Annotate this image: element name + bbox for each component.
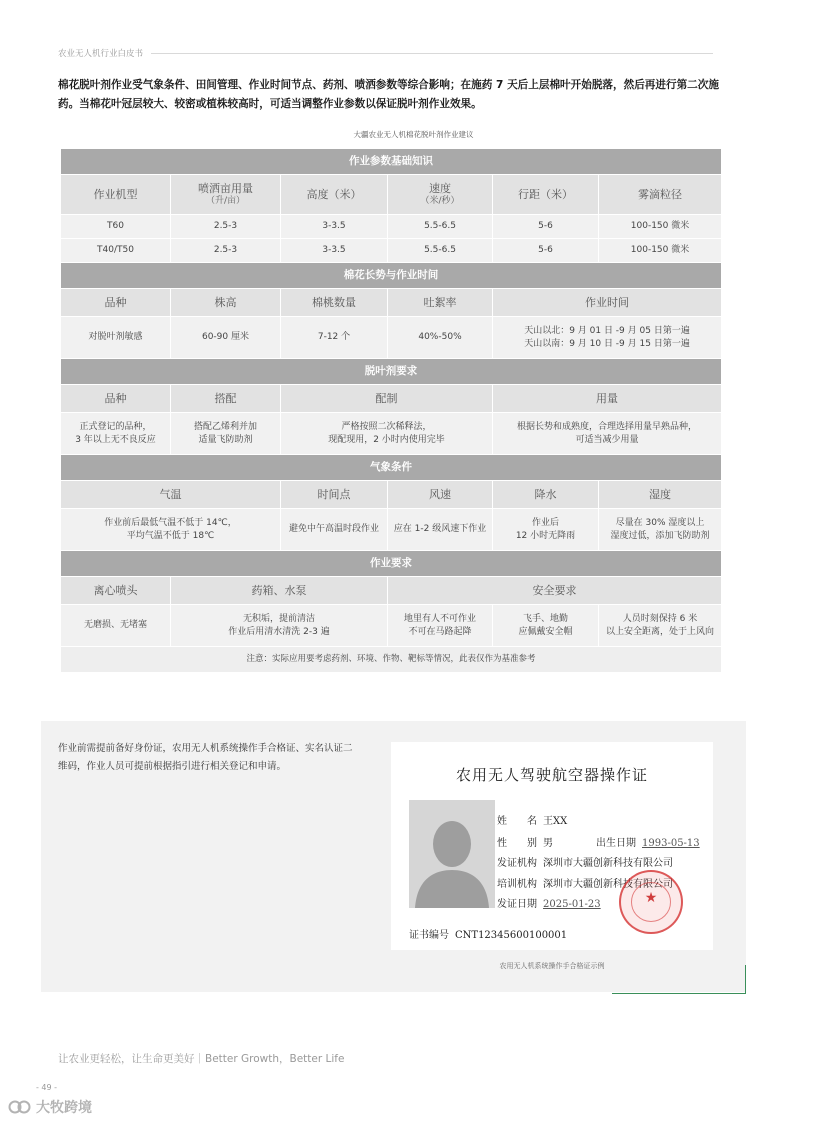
table-cell: 无磨损、无堵塞 [61, 605, 171, 647]
seal-star-icon: ★ [644, 890, 658, 906]
params-col-model: 作业机型 [61, 175, 171, 215]
table-cell: 应在 1-2 级风速下作业 [388, 509, 493, 551]
table-cell: 100-150 微米 [599, 215, 722, 239]
weather-col-temp: 气温 [61, 481, 281, 509]
params-col-spacing: 行距（米） [493, 175, 599, 215]
weather-col-wind: 风速 [388, 481, 493, 509]
section-title-defoliant: 脱叶剂要求 [61, 359, 722, 385]
table-row [61, 509, 722, 551]
table-cell: 3-3.5 [281, 215, 388, 239]
field-cert-number: 证书编号 CNT12345600100001 [409, 930, 568, 941]
table-cell: 作业后 12 小时无降雨 [493, 509, 599, 551]
params-col-volume: 喷洒亩用量 （升/亩） [171, 175, 281, 215]
growth-col-plant-height: 株高 [171, 289, 281, 317]
defoliant-col-variety: 品种 [61, 385, 171, 413]
params-col-droplet: 雾滴粒径 [599, 175, 722, 215]
section-header-params [61, 149, 722, 175]
table-cell: 尽量在 30% 湿度以上 湿度过低，添加飞防助剂 [599, 509, 722, 551]
official-seal-icon [619, 870, 683, 934]
watermark [8, 1096, 92, 1118]
table-cell: 2.5-3 [171, 215, 281, 239]
table-cell: 5-6 [493, 239, 599, 263]
section-header-ops [61, 551, 722, 577]
section-header-weather [61, 455, 722, 481]
table-row [61, 605, 722, 647]
page-number: - 49 - [36, 1083, 58, 1092]
table-cell: 人员时刻保持 6 米 以上安全距离，处于上风向 [599, 605, 722, 647]
field-issue-date: 发证日期 2025-01-23 [497, 899, 601, 910]
table-cell: 5-6 [493, 215, 599, 239]
watermark-logo-icon [8, 1098, 32, 1116]
params-col-speed: 速度 （米/秒） [388, 175, 493, 215]
table-caption: 大疆农业无人机棉花脱叶剂作业建议 [353, 130, 474, 139]
section-title-ops: 作业要求 [61, 551, 722, 577]
header-rule [151, 53, 713, 54]
intro-paragraph: 棉花脱叶剂作业受气象条件、田间管理、作业时间节点、药剂、喷洒参数等综合影响；在施药 7 天后上层棉叶开始脱落，然后再进行第二次施药。当棉花叶冠层较大、较密或植株较高时，可适当调整作业参数以保证脱叶剂作业效果。 [58, 79, 719, 110]
section-title-params: 作业参数基础知识 [61, 149, 722, 175]
footer-slogan: 让农业更轻松，让生命更美好｜Better Growth，Better Life [58, 1053, 345, 1065]
watermark-text: 大牧跨境 [36, 1100, 92, 1116]
section-header-growth [61, 263, 722, 289]
table-cell: 2.5-3 [171, 239, 281, 263]
table-cell: 对脱叶剂敏感 [61, 317, 171, 359]
table-cell: 5.5-6.5 [388, 239, 493, 263]
defoliant-header-row [61, 385, 722, 413]
table-cell: 40%-50% [388, 317, 493, 359]
decorative-corner [612, 965, 746, 994]
table-cell: 7-12 个 [281, 317, 388, 359]
table-cell: 60-90 厘米 [171, 317, 281, 359]
params-col-height: 高度（米） [281, 175, 388, 215]
ops-col-tank-pump: 药箱、水泵 [171, 577, 388, 605]
table-cell: 无积垢，提前清洁 作业后用清水清洗 2-3 遍 [171, 605, 388, 647]
person-silhouette-icon [409, 800, 495, 908]
field-gender: 性 别 男 [497, 838, 553, 849]
certificate-title: 农用无人驾驶航空器操作证 [455, 766, 648, 784]
growth-col-boll-opening: 吐絮率 [388, 289, 493, 317]
section-title-weather: 气象条件 [61, 455, 722, 481]
certificate-description: 作业前需提前备好身份证，农用无人机系统操作手合格证、实名认证二维码，作业人员可提前根据指引进行相关登记和申请。 [58, 743, 353, 772]
defoliant-col-prep: 配制 [281, 385, 493, 413]
table-cell: 作业前后最低气温不低于 14℃， 平均气温不低于 18℃ [61, 509, 281, 551]
growth-col-variety: 品种 [61, 289, 171, 317]
field-issuer: 发证机构 深圳市大疆创新科技有限公司 [497, 858, 673, 869]
table-cell: 避免中午高温时段作业 [281, 509, 388, 551]
table-row [61, 239, 722, 263]
ops-col-nozzle: 离心喷头 [61, 577, 171, 605]
table-cell: 正式登记的品种， 3 年以上无不良反应 [61, 413, 171, 455]
weather-col-time: 时间点 [281, 481, 388, 509]
table-note-row [61, 647, 722, 673]
params-header-row [61, 175, 722, 215]
table-cell: 地里有人不可作业 不可在马路起降 [388, 605, 493, 647]
table-note: 注意：实际应用要考虑药剂、环境、作物、靶标等情况，此表仅作为基准参考 [61, 647, 722, 673]
growth-col-boll-count: 棉桃数量 [281, 289, 388, 317]
table-cell: 搭配乙烯利并加 适量飞防助剂 [171, 413, 281, 455]
operator-certificate-card [391, 742, 713, 950]
certificate-caption: 农用无人机系统操作手合格证示例 [499, 962, 605, 970]
field-dob: 出生日期 1993-05-13 [596, 838, 700, 849]
field-trainer: 培训机构 深圳市大疆创新科技有限公司 [497, 879, 673, 890]
defoliant-col-mix: 搭配 [171, 385, 281, 413]
section-title-growth: 棉花长势与作业时间 [61, 263, 722, 289]
table-cell: 严格按照二次稀释法， 现配现用，2 小时内使用完毕 [281, 413, 493, 455]
growth-header-row [61, 289, 722, 317]
weather-header-row [61, 481, 722, 509]
weather-col-humidity: 湿度 [599, 481, 722, 509]
growth-col-timing: 作业时间 [493, 289, 722, 317]
defoliant-col-dosage: 用量 [493, 385, 722, 413]
table-row [61, 215, 722, 239]
table-cell: T60 [61, 215, 171, 239]
table-cell: 天山以北：9 月 01 日 -9 月 05 日第一遍 天山以南：9 月 10 日 -9 月 15 日第一遍 [493, 317, 722, 359]
table-cell: T40/T50 [61, 239, 171, 263]
page-header [58, 46, 713, 60]
table-row [61, 317, 722, 359]
table-cell: 飞手、地勤 应佩戴安全帽 [493, 605, 599, 647]
table-cell: 根据长势和成熟度，合理选择用量早熟品种， 可适当减少用量 [493, 413, 722, 455]
table-cell: 3-3.5 [281, 239, 388, 263]
table-cell: 100-150 微米 [599, 239, 722, 263]
weather-col-rain: 降水 [493, 481, 599, 509]
table-row [61, 413, 722, 455]
field-name: 姓 名 王XX [497, 816, 568, 827]
section-header-defoliant [61, 359, 722, 385]
header-title: 农业无人机行业白皮书 [58, 49, 144, 59]
table-cell: 5.5-6.5 [388, 215, 493, 239]
ops-col-safety: 安全要求 [388, 577, 722, 605]
ops-header-row [61, 577, 722, 605]
operation-table [60, 148, 722, 673]
